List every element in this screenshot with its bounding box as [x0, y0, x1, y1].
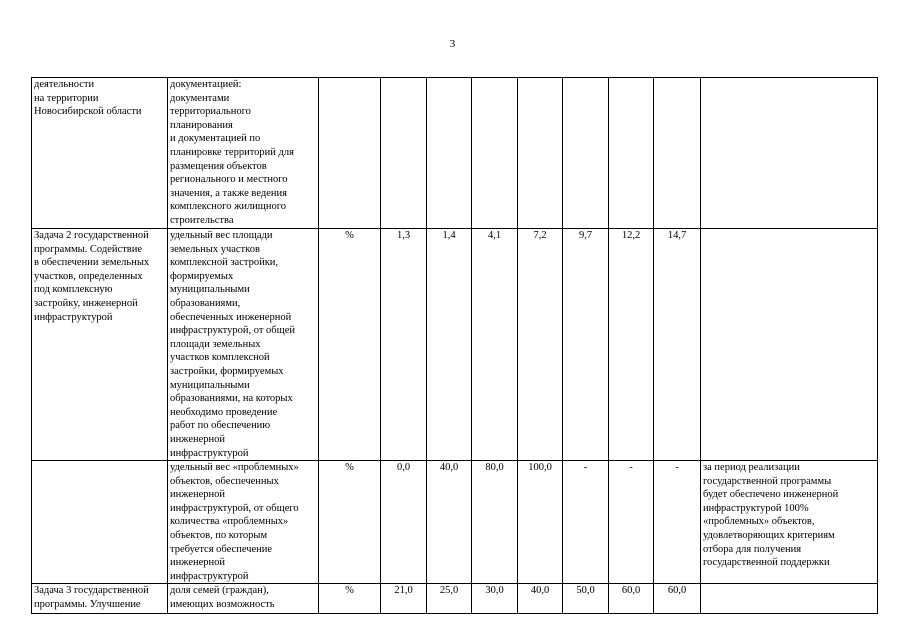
value-cell	[427, 78, 472, 229]
note-cell: за период реализации государственной программы будет обеспечено инженерной инфраструктурой 100% «проблемных» объектов, удовлетворяющих критериям отбора для получения государственной поддержки	[701, 461, 878, 584]
indicator-cell: удельный вес «проблемных» объектов, обеспеченных инженерной инфраструктурой, от общего количества «проблемных» объектов, по которым требуется обеспечение инженерной инфраструктурой	[168, 461, 319, 584]
note-cell	[701, 584, 878, 614]
task-cell: деятельности на территории Новосибирской области	[32, 78, 168, 229]
value-cell: 4,1	[472, 229, 518, 461]
indicator-cell: документацией: документами территориального планирования и документацией по планировке территорий для размещения объектов регионального и местного значения, а также ведения комплексного жилищного строительства	[168, 78, 319, 229]
note-cell	[701, 78, 878, 229]
value-cell	[472, 78, 518, 229]
note-cell	[701, 229, 878, 461]
value-cell	[609, 78, 654, 229]
value-cell: 1,4	[427, 229, 472, 461]
table-row	[32, 461, 878, 584]
value-cell: 40,0	[427, 461, 472, 584]
value-cell: 0,0	[381, 461, 427, 584]
value-cell: 100,0	[518, 461, 563, 584]
value-cell: 25,0	[427, 584, 472, 614]
value-cell: 7,2	[518, 229, 563, 461]
value-cell	[381, 78, 427, 229]
value-cell: 40,0	[518, 584, 563, 614]
value-cell	[518, 78, 563, 229]
value-cell: 30,0	[472, 584, 518, 614]
value-cell: 50,0	[563, 584, 609, 614]
unit-cell	[319, 78, 381, 229]
value-cell: 9,7	[563, 229, 609, 461]
indicator-cell: удельный вес площади земельных участков комплексной застройки, формируемых муниципальными образованиями, обеспеченных инженерной инфраструктурой, от общей площади земельных участков комплексной застройки, формируемых муниципальными образованиями, на которых необходимо проведение работ по обеспечению инженерной инфраструктурой	[168, 229, 319, 461]
value-cell: -	[563, 461, 609, 584]
task-cell: Задача 2 государственной программы. Содействие в обеспечении земельных участков, определенных под комплексную застройку, инженерной инфраструктурой	[32, 229, 168, 461]
unit-cell: %	[319, 584, 381, 614]
value-cell: 14,7	[654, 229, 701, 461]
value-cell: 80,0	[472, 461, 518, 584]
value-cell: 1,3	[381, 229, 427, 461]
unit-cell: %	[319, 461, 381, 584]
value-cell: -	[654, 461, 701, 584]
value-cell: 21,0	[381, 584, 427, 614]
task-cell	[32, 461, 168, 584]
table-row	[32, 584, 878, 614]
value-cell: 60,0	[654, 584, 701, 614]
value-cell: 12,2	[609, 229, 654, 461]
task-cell: Задача 3 государственной программы. Улучшение	[32, 584, 168, 614]
table-row	[32, 78, 878, 229]
value-cell: -	[609, 461, 654, 584]
indicator-cell: доля семей (граждан), имеющих возможность	[168, 584, 319, 614]
table-row	[32, 229, 878, 461]
unit-cell: %	[319, 229, 381, 461]
value-cell: 60,0	[609, 584, 654, 614]
value-cell	[654, 78, 701, 229]
indicators-table	[31, 77, 878, 614]
page-number: 3	[449, 38, 456, 50]
value-cell	[563, 78, 609, 229]
